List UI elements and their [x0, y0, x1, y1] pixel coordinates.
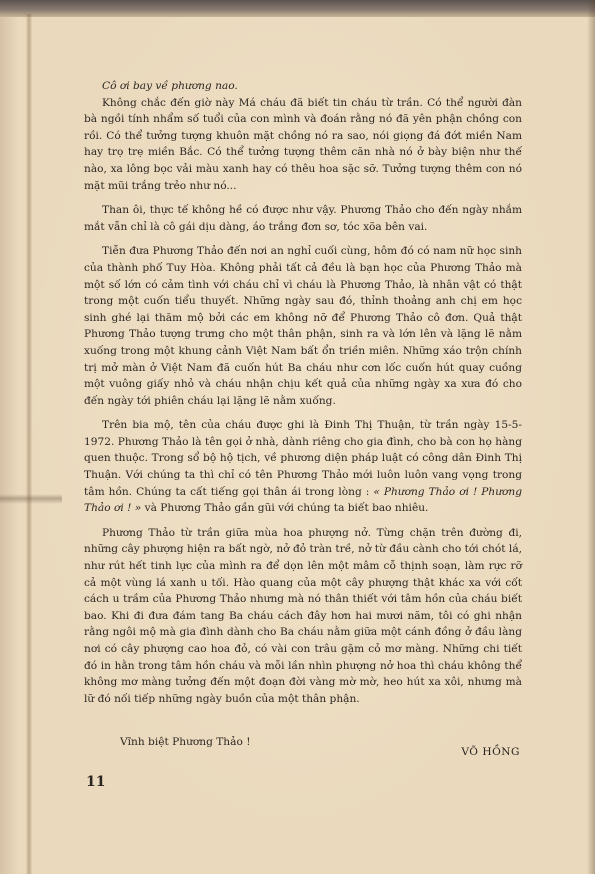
- paragraph-5: Phương Thảo từ trần giữa mùa hoa phượng nở. Từng chặn trên đường đi, những cây phượng hiện ra bất ngờ, nở đỏ tràn trề, nở từ đầu cành cho tới chót lá, như rút hết tinh lực của mình ra để dọn lên một mâm cỗ thịnh soạn, làm rực rỡ cả một vùng lá xanh u tối. Hào quang của một cây phượng thật khác xa với cốt cách u trầm của Phương Thảo nhưng mà nó thân thiết với tâm hồn của cháu biết bao. Khi đi đưa đám tang Ba cháu cách đây hơn hai mươi năm, tôi có ghi nhận rằng ngôi mộ mà gia đình dành cho Ba cháu nằm giữa một cánh đồng ở đầu làng nơi có cây phượng cao hoa đỏ, có vài con trâu gặm cỏ mơ màng. Những chi tiết đó in hằn trong tâm hồn cháu và mỗi lần nhìn phượng nở hoa thì cháu không thể không mơ màng tưởng đến một đoạn đời vàng mờ mờ, heo hút xa xôi, nhưng mà lữ đó nối tiếp những ngày buồn của một thân phận.: [84, 526, 522, 705]
- author-signature: VÕ HỒNG: [461, 746, 520, 758]
- paragraph-1: Không chắc đến giờ này Má cháu đã biết tin cháu từ trần. Có thể người đàn bà ngồi tính nhẩm số tuổi của con mình và đoán rằng nó đã yên phận chồng con rồi. Có thể tưởng tượng khuôn mặt chồng nó ra sao, nói giọng đá đớt miền Nam hay trọ trẹ miền Bắc. Có thể tưởng tượng thêm căn nhà nó ở bày biện như thế nào, xa lông bọc vải màu xanh hay có thêu hoa sặc sỡ. Tưởng tượng thêm con nó mặt mũi trắng trẻo như nó...: [84, 96, 522, 192]
- paragraph-3: Tiễn đưa Phương Thảo đến nơi an nghỉ cuối cùng, hôm đó có nam nữ học sinh của thành phố Tuy Hòa. Không phải tất cả đều là bạn học của Phương Thảo mà một số lớn có cảm tình với cháu chỉ vì cháu là Phương Thảo, là nhân vật có thật trong một cuốn tiểu thuyết. Những ngày sau đó, thỉnh thoảng anh chị em học sinh ghé lại thăm mộ bởi các em không nỡ để Phương Thảo cô đơn. Quả thật Phương Thảo tượng trưng cho một thân phận, sinh ra và lớn lên và lặng lẽ nằm xuống trong một khung cảnh Việt Nam bất ổn triền miên. Những xáo trộn chính trị mở màn ở Việt Nam đã cuốn hút Ba cháu như cơn lốc cuốn hút quay cuồng một vuông giấy nhỏ và cháu nhận chịu kết quả của những ngày xa xưa đó cho đến ngày tới phiên cháu lại lặng lẽ nằm xuống.: [84, 245, 522, 407]
- after-quote-text: và Phương Thảo gần gũi với chúng ta biết bao nhiêu.: [144, 502, 429, 515]
- farewell-line: Vĩnh biệt Phương Thảo !: [120, 736, 251, 748]
- paragraph-4: [84, 417, 522, 517]
- paragraph-2: Than ôi, thực tế không hề có được như vậy. Phương Thảo cho đến ngày nhắm mắt vẫn chỉ là cô gái dịu dàng, áo trắng đơn sơ, tóc xõa bên vai.: [84, 204, 522, 233]
- paragraph-4-text: Trên bia mộ, tên của cháu được ghi là Đinh Thị Thuận, từ trần ngày 15-5-1972. Phương Thảo là tên gọi ở nhà, dành riêng cho gia đình, cho bà con họ hàng quen thuộc. Trong sổ bộ hộ tịch, về phương diện pháp luật có công dân Đinh Thị Thuận. Với chúng ta thì chỉ có tên Phương Thảo mới luôn luôn vang vọng trong tâm hồn. Chúng ta cất tiếng gọi thân ái trong lòng :: [84, 419, 522, 498]
- paper-crease: [0, 494, 62, 504]
- opening-line: Cô ơi bay về phương nao.: [102, 80, 238, 92]
- top-page-edge: [0, 0, 595, 17]
- quoted-call: « Phương Thảo ơi ! Phương Thảo ơi ! »: [84, 485, 522, 515]
- article-body: [84, 78, 522, 707]
- right-page-edge: [587, 0, 595, 874]
- page-number: 11: [86, 774, 106, 790]
- binding-spine: [26, 14, 32, 874]
